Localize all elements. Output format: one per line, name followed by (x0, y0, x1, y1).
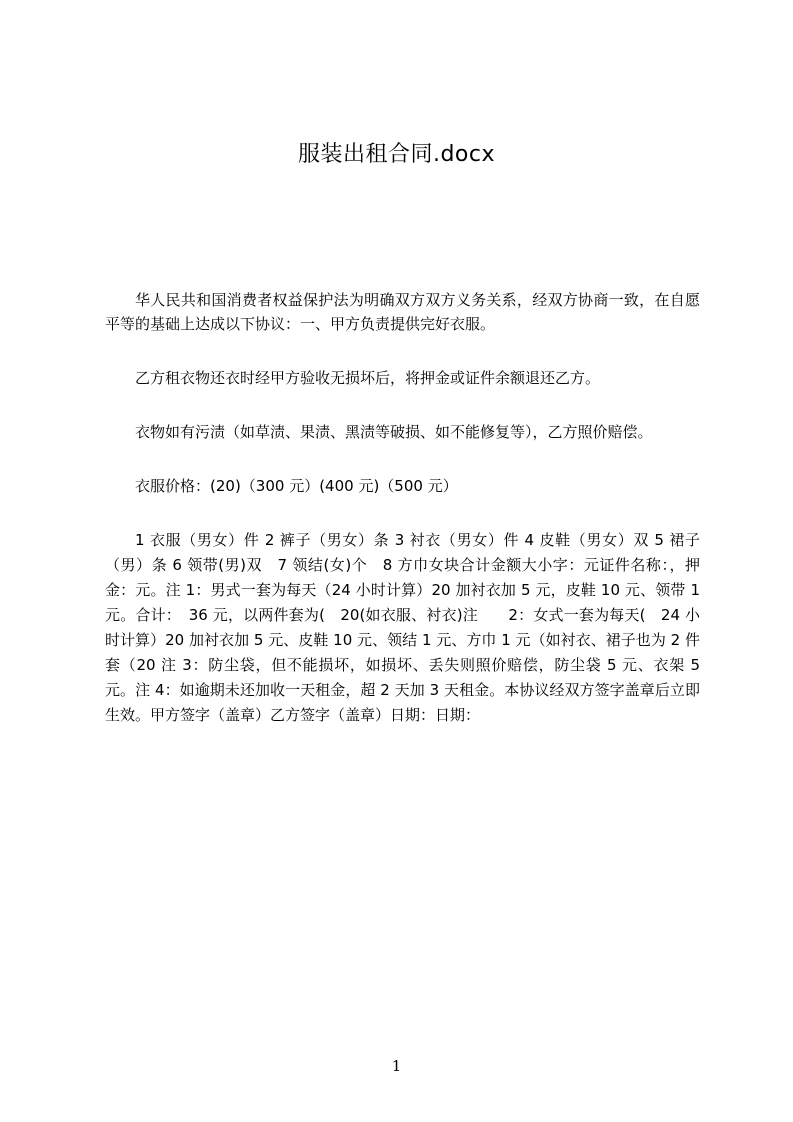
document-title: 服装出租合同.docx (297, 142, 496, 167)
paragraph-intro: 华人民共和国消费者权益保护法为明确双方双方义务关系，经双方协商一致，在自愿平等的基础上达成以下协议：一、甲方负责提供完好衣服。 (105, 291, 700, 333)
paragraph-damage-compensation: 衣物如有污渍（如草渍、果渍、黑渍等破损、如不能修复等），乙方照价赔偿。 (135, 423, 653, 441)
page-number: 1 (391, 1057, 402, 1075)
paragraph-items-and-notes: 1 衣服（男女）件 2 裤子（男女）条 3 衬衣（男女）件 4 皮鞋（男女）双 5 裙子（男）条 6 领带(男)双 7 领结(女)个 8 方巾女块合计金额大小字：元证件名称：，押金：元。注 1：男式一套为每天（24 小时计算）20 加衬衣加 5 元，皮鞋 10 元、领带 1 元。合计： 36 元，以两件套为( 20(如衣服、衬衣)注 2：女式一套为每天( 24 小时计算）20 加衬衣加 5 元、皮鞋 10 元、领结 1 元、方巾 1 元（如衬衣、裙子也为 2 件套（20 注 3：防尘袋，但不能损坏，如损坏、丢失则照价赔偿，防尘袋 5 元、衣架 5 元。注 4：如逾期未还加收一天租金，超 2 天加 3 天租金。本协议经双方签字盖章后立即生效。甲方签字（盖章）乙方签字（盖章）日期：日期： (105, 531, 700, 724)
paragraph-clothing-price: 衣服价格：(20)（300 元）(400 元)（500 元） (135, 477, 458, 495)
document-body (105, 288, 700, 728)
paragraph-return-deposit: 乙方租衣物还衣时经甲方验收无损坏后，将押金或证件余额退还乙方。 (135, 369, 601, 387)
